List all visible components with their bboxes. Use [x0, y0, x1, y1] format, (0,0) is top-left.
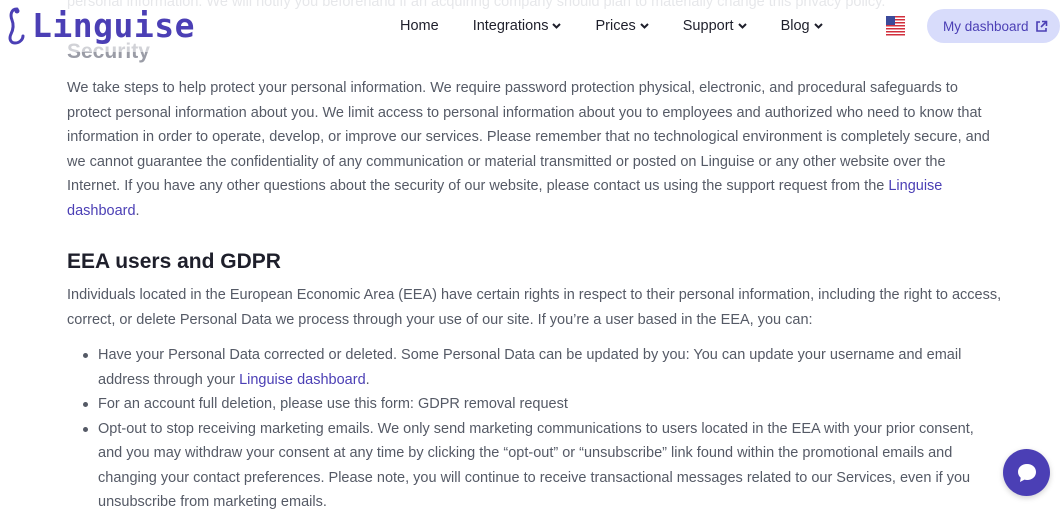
linguise-logo[interactable]: [6, 4, 195, 48]
chat-bubble-icon: [1016, 462, 1038, 484]
list-item: [81, 417, 996, 515]
nav-home[interactable]: [400, 18, 439, 34]
gdpr-heading: EEA users and GDPR: [67, 250, 281, 273]
security-paragraph-text: We take steps to help protect your personal information. We require password protection physical, electronic, and procedural safeguards to protect personal information about you. We limit access to personal information about you to employees and authorized who need to know that information in order to operate, develop, or improve our services. Please remember that no technological environment is completely secure, and we cannot guarantee the confidentiality of any communication or material transmitted or posted on Linguise or any other website over the Internet. If you have any other questions about the security of our website, please contact us using the support request from the: [67, 80, 990, 194]
site-header: [0, 0, 1060, 52]
nav-support[interactable]: [683, 18, 747, 34]
nav-label: Blog: [780, 18, 810, 34]
bullet-text-end: .: [365, 371, 370, 388]
gdpr-rights-list: [81, 343, 996, 515]
my-dashboard-button[interactable]: [927, 9, 1060, 43]
external-link-icon: [1035, 20, 1048, 33]
us-flag-icon[interactable]: [886, 16, 905, 35]
policy-content: [67, 76, 1002, 515]
linguise-dashboard-link[interactable]: Linguise dashboard: [239, 371, 366, 388]
chat-button[interactable]: [1003, 449, 1050, 496]
dashboard-label: My dashboard: [943, 18, 1029, 34]
chevron-down-icon: [814, 23, 823, 29]
chevron-down-icon: [738, 23, 747, 29]
list-item: [81, 343, 996, 392]
nav-label: Home: [400, 18, 439, 34]
nav-label: Support: [682, 18, 734, 34]
nav-label: Integrations: [472, 18, 549, 34]
bullet-text: Opt-out to stop receiving marketing emails. We only send marketing communications to users located in the EEA with your prior consent, and you may withdraw your consent at any time by clicking the “opt-out” or “unsubscribe” link found within the promotional emails and changing your contact preferences. Please note, you will continue to receive transactional messages related to our Services, even if you unsubscribe from marketing emails.: [98, 420, 974, 510]
gdpr-intro: Individuals located in the European Economic Area (EEA) have certain rights in respect to their personal information, including the right to access, correct, or delete Personal Data we process through your use of our site. If you’re a user based in the EEA, you can:: [67, 287, 1002, 328]
security-paragraph-end: .: [135, 202, 140, 219]
linguise-dashboard-link[interactable]: Linguise dashboard: [67, 178, 943, 219]
main-nav: [400, 0, 857, 52]
bullet-text: Have your Personal Data corrected or deleted. Some Personal Data can be updated by you: You can update your username and email address through your: [98, 347, 962, 388]
nav-label: Prices: [595, 18, 636, 34]
security-paragraph: [67, 76, 1002, 223]
chevron-down-icon: [640, 23, 649, 29]
nav-blog[interactable]: [781, 18, 823, 34]
nav-integrations[interactable]: [473, 18, 562, 34]
linguise-logo-icon: [6, 6, 28, 46]
bullet-text: For an account full deletion, please use this form: GDPR removal request: [98, 396, 568, 412]
nav-prices[interactable]: [595, 18, 648, 34]
chevron-down-icon: [552, 23, 561, 29]
brand-name: Linguise: [32, 6, 195, 45]
list-item: [81, 392, 996, 417]
